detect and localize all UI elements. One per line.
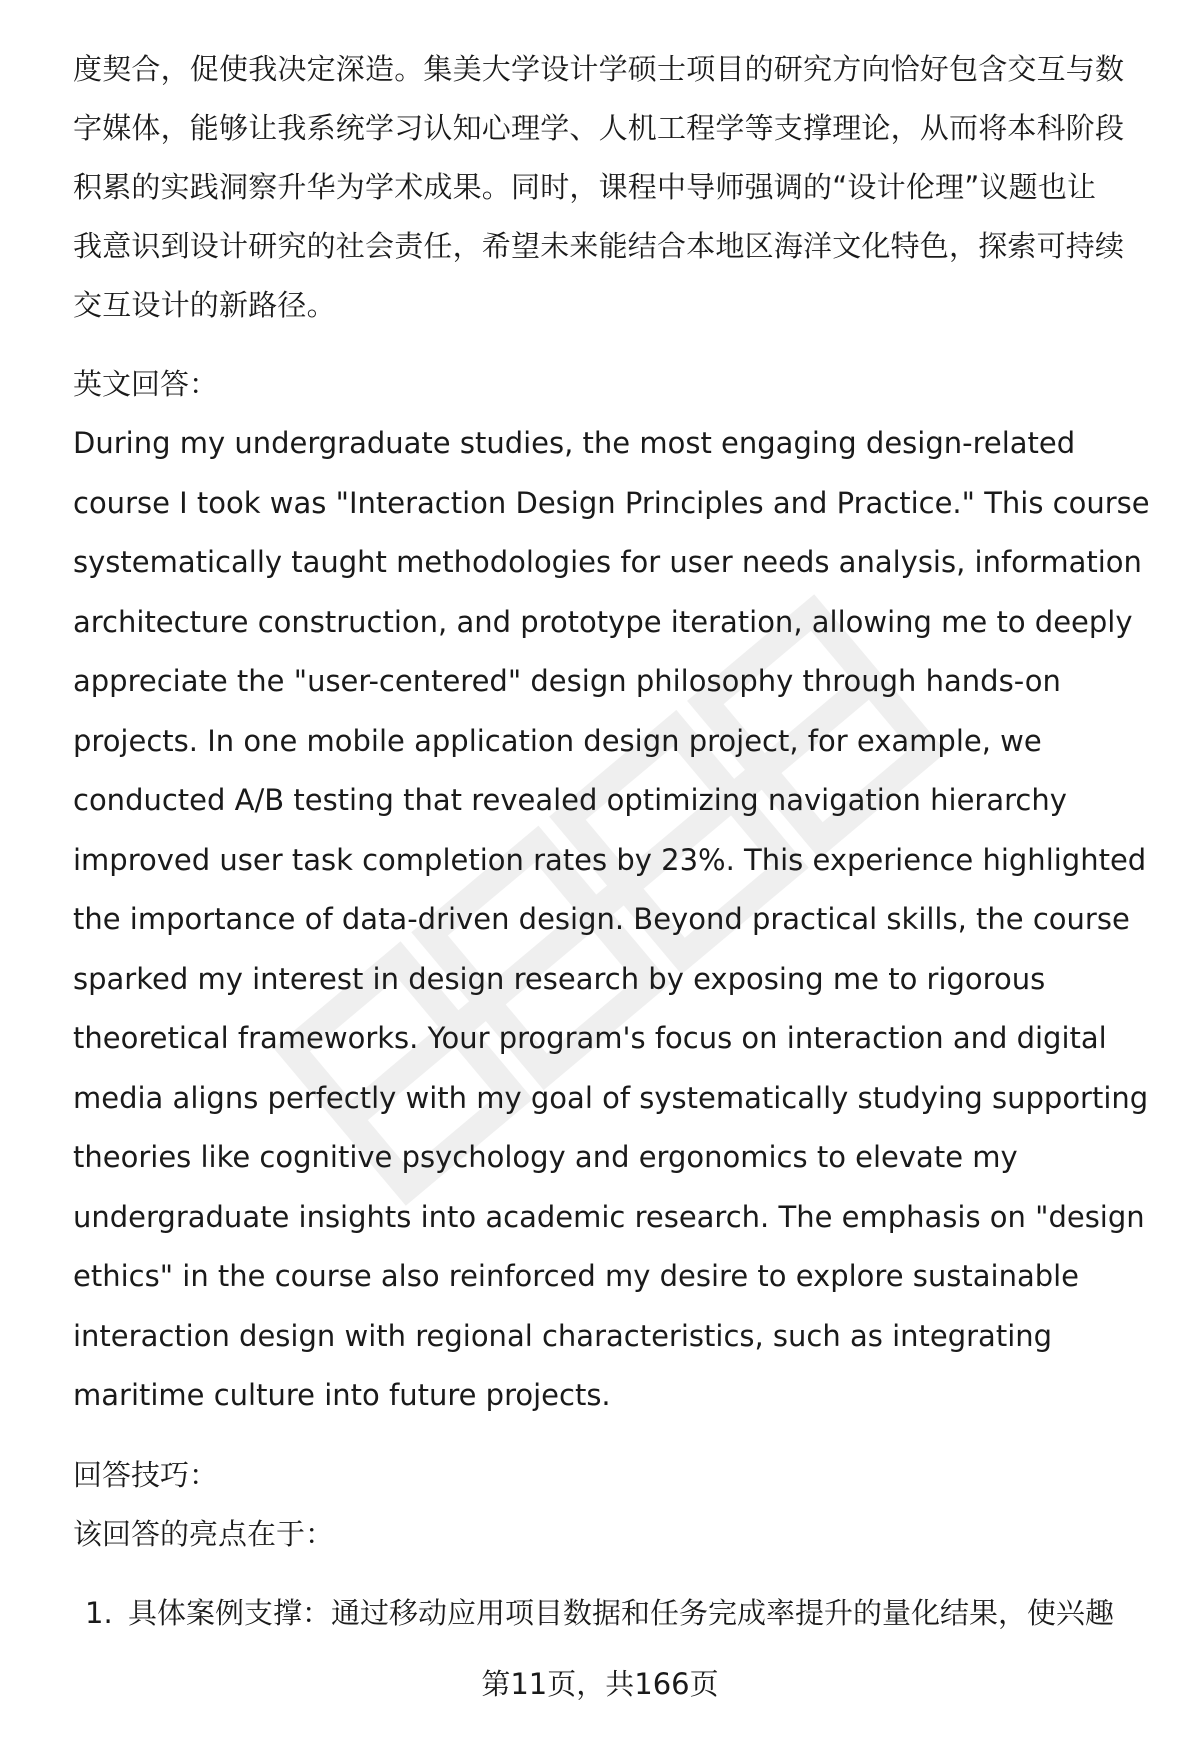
document-body xyxy=(73,40,1153,1643)
text-line: interaction design with regional characteristics, such as integrating xyxy=(73,1318,1053,1353)
text-line: 字媒体，能够让我系统学习认知心理学、人机工程学等支撑理论，从而将本科阶段 xyxy=(73,111,1125,145)
english-answer-heading: 英文回答： xyxy=(73,367,219,401)
text-line: systematically taught methodologies for user needs analysis, information xyxy=(73,545,1142,579)
text-line: During my undergraduate studies, the most engaging design-related xyxy=(73,426,1076,460)
answer-tips-heading: 回答技巧： xyxy=(73,1457,219,1492)
text-line: 我意识到设计研究的社会责任，希望未来能结合本地区海洋文化特色，探索可持续 xyxy=(73,229,1125,263)
text-line: 度契合，促使我决定深造。集美大学设计学硕士项目的研究方向恰好包含交互与数 xyxy=(73,52,1125,86)
text-line: ethics" in the course also reinforced my desire to explore sustainable xyxy=(73,1259,1080,1293)
answer-tips-intro: 该回答的亮点在于： xyxy=(73,1516,335,1551)
list-number: 1. xyxy=(85,1595,113,1630)
text-line: 交互设计的新路径。 xyxy=(73,288,336,322)
text-line: maritime culture into future projects. xyxy=(73,1378,611,1412)
text-line: course I took was "Interaction Design Principles and Practice." This course xyxy=(73,485,1150,520)
english-answer-paragraph xyxy=(73,414,1153,1426)
text-line: improved user task completion rates by 23%. This experience highlighted xyxy=(73,842,1147,877)
text-line: undergraduate insights into academic research. The emphasis on "design xyxy=(73,1199,1145,1234)
text-line: projects. In one mobile application design project, for example, we xyxy=(73,723,1042,758)
list-item xyxy=(73,1584,1153,1643)
text-line: sparked my interest in design research by exposing me to rigorous xyxy=(73,961,1046,996)
text-line: 积累的实践洞察升华为学术成果。同时，课程中导师强调的“设计伦理”议题也让 xyxy=(73,170,1097,204)
text-line: theoretical frameworks. Your program's focus on interaction and digital xyxy=(73,1021,1107,1055)
text-line: media aligns perfectly with my goal of systematically studying supporting xyxy=(73,1080,1149,1115)
page-footer: 第11页，共166页 xyxy=(481,1667,719,1701)
intro-chinese-paragraph xyxy=(73,40,1153,335)
text-line: appreciate the "user-centered" design philosophy through hands-on xyxy=(73,664,1061,698)
text-line: conducted A/B testing that revealed optimizing navigation hierarchy xyxy=(73,783,1067,817)
list-item-text: 具体案例支撑：通过移动应用项目数据和任务完成率提升的量化结果，使兴趣 xyxy=(128,1595,1115,1630)
text-line: the importance of data-driven design. Beyond practical skills, the course xyxy=(73,902,1130,936)
text-line: architecture construction, and prototype iteration, allowing me to deeply xyxy=(73,604,1133,639)
text-line: theories like cognitive psychology and ergonomics to elevate my xyxy=(73,1140,1018,1174)
